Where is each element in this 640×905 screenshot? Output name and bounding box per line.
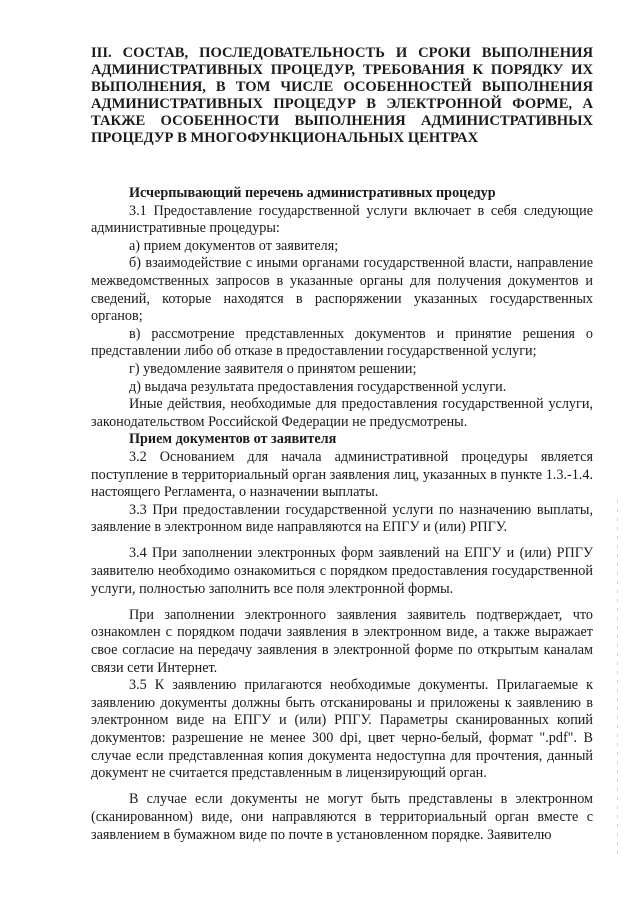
list-item-d: д) выдача результата предоставления государственной услуги. bbox=[129, 378, 507, 395]
paragraph-3-4: 3.4 При заполнении электронных форм заявлений на ЕПГУ и (или) РПГУ заявителю необходимо ознакомиться с порядком предоставления государственной услуги, полностью заполнить все поля электронной формы. bbox=[91, 545, 593, 597]
list-item-b: б) взаимодействие с иными органами государственной власти, направление межведомственных запросов в указанные органы для получения документов и сведений, которые находятся в распоряжении указанных государственных органов; bbox=[91, 255, 593, 325]
scan-margin-artifact bbox=[617, 500, 618, 860]
paragraph-3-5: 3.5 К заявлению прилагаются необходимые документы. Прилагаемые к заявлению документы должны быть отсканированы и приложены к заявлению в электронном виде на ЕПГУ и (или) РПГУ. Параметры сканированных копий документов: разрешение не менее 300 dpi, цвет черно-белый, формат ".pdf". В случае если представленная копия документа недоступна для прочтения, данный документ не считается представленным в лицензирующий орган. bbox=[91, 677, 593, 782]
paragraph-3-3: 3.3 При предоставлении государственной услуги по назначению выплаты, заявление в электронном виде направляются на ЕПГУ и (или) РПГУ. bbox=[91, 501, 593, 536]
list-item-a: а) прием документов от заявителя; bbox=[129, 237, 339, 254]
document-body bbox=[91, 185, 593, 844]
paragraph-3-2: 3.2 Основанием для начала административной процедуры является поступление в территориальный орган заявления лиц, указанных в пункте 1.3.-1.4. настоящего Регламента, о назначении выплаты. bbox=[91, 448, 593, 501]
subheading-procedures-list: Исчерпывающий перечень административных процедур bbox=[129, 185, 496, 201]
list-item-g: г) уведомление заявителя о принятом решении; bbox=[129, 360, 417, 377]
paragraph-other-actions: Иные действия, необходимые для предоставления государственной услуги, законодательством Российской Федерации не предусмотрены. bbox=[91, 396, 593, 430]
subheading-document-intake: Прием документов от заявителя bbox=[129, 431, 337, 448]
paragraph-confirmation: При заполнении электронного заявления заявитель подтверждает, что ознакомлен с порядком подачи заявления в электронном виде, а также выражает свое согласие на передачу заявления в электронной форме по открытым каналам связи сети Интернет. bbox=[91, 606, 593, 676]
list-item-v: в) рассмотрение представленных документов и принятие решения о представлении либо об отказе в предоставлении государственной услуги; bbox=[91, 325, 593, 360]
section-heading: III. СОСТАВ, ПОСЛЕДОВАТЕЛЬНОСТЬ И СРОКИ ВЫПОЛНЕНИЯ АДМИНИСТРАТИВНЫХ ПРОЦЕДУР, ТРЕБОВАНИЯ К ПОРЯДКУ ИХ ВЫПОЛНЕНИЯ, В ТОМ ЧИСЛЕ ОСОБЕННОСТЕЙ ВЫПОЛНЕНИЯ АДМИНИСТРАТИВНЫХ ПРОЦЕДУР В ЭЛЕКТРОННОЙ ФОРМЕ, А ТАКЖЕ ОСОБЕННОСТИ ВЫПОЛНЕНИЯ АДМИНИСТРАТИВНЫХ ПРОЦЕДУР В МНОГОФУНКЦИОНАЛЬНЫХ ЦЕНТРАХ bbox=[91, 45, 593, 146]
paragraph-paper-submission: В случае если документы не могут быть представлены в электронном (сканированном) виде, они направляются в территориальный орган вместе с заявлением в бумажном виде по почте в установленном порядке. Заявителю bbox=[91, 791, 593, 843]
paragraph-3-1: 3.1 Предоставление государственной услуги включает в себя следующие административные процедуры: bbox=[91, 202, 593, 237]
